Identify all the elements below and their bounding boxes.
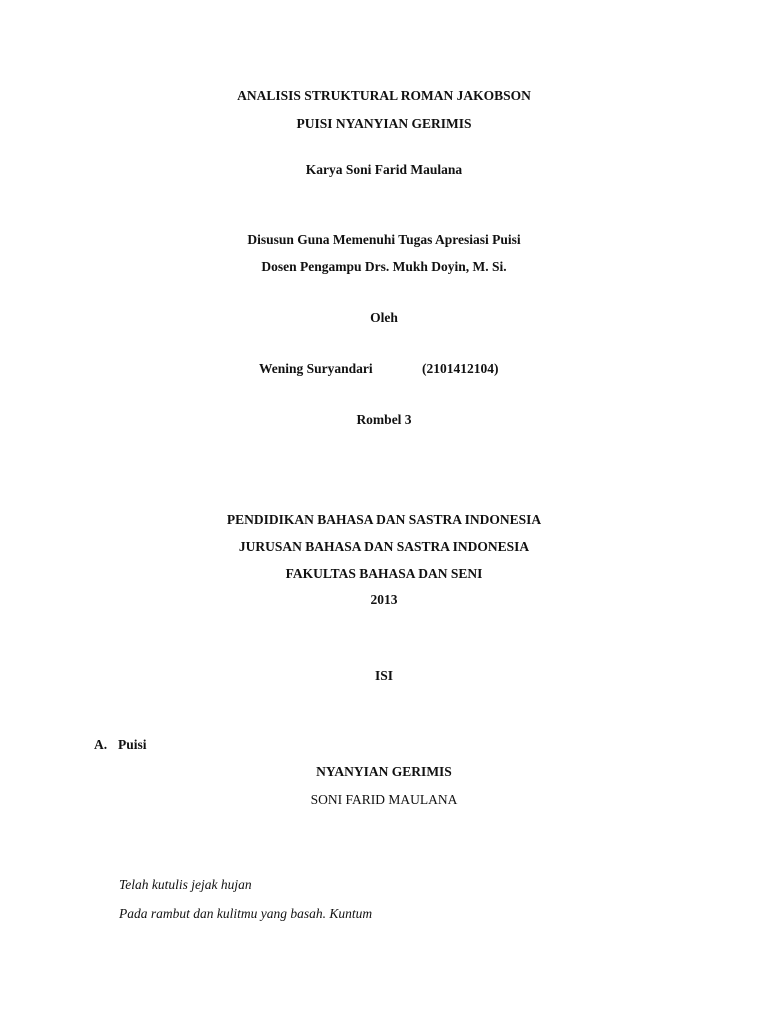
lecturer-line: Dosen Pengampu Drs. Mukh Doyin, M. Si.	[261, 259, 507, 274]
faculty-name: FAKULTAS BAHASA DAN SENI	[285, 566, 483, 581]
section-title: Puisi	[118, 737, 147, 752]
year: 2013	[370, 592, 398, 607]
student-info	[0, 360, 768, 378]
purpose-line: Disusun Guna Memenuhi Tugas Apresiasi Puisi	[247, 232, 521, 247]
title-line-1: ANALISIS STRUKTURAL ROMAN JAKOBSON	[237, 88, 531, 103]
section-number: A.	[94, 737, 108, 752]
poem-line: Pada rambut dan kulitmu yang basah. Kuntum	[119, 906, 373, 921]
poem-line: Telah kutulis jejak hujan	[119, 877, 252, 892]
section-heading	[94, 736, 147, 754]
by-label: Oleh	[370, 310, 398, 325]
student-name: Wening Suryandari	[259, 361, 373, 376]
department-name: JURUSAN BAHASA DAN SASTRA INDONESIA	[238, 539, 530, 554]
program-name: PENDIDIKAN BAHASA DAN SASTRA INDONESIA	[226, 512, 542, 527]
content-heading: ISI	[374, 668, 393, 683]
author-line: Karya Soni Farid Maulana	[305, 162, 463, 177]
class-label: Rombel 3	[356, 412, 412, 427]
poem-title: NYANYIAN GERIMIS	[316, 764, 452, 779]
student-id: (2101412104)	[422, 361, 499, 376]
poem-author: SONI FARID MAULANA	[310, 792, 458, 807]
title-line-2: PUISI NYANYIAN GERIMIS	[296, 116, 472, 131]
